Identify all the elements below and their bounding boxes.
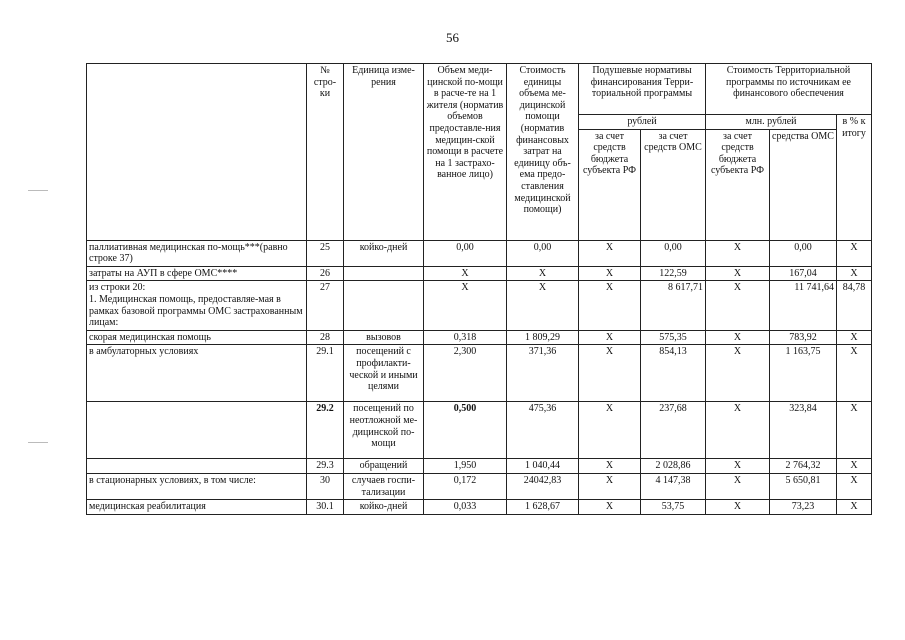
row-total-budget: X [706,240,770,266]
row-pct: X [837,240,872,266]
row-cost: X [507,266,579,281]
row-per-capita-budget: X [579,473,641,499]
row-total-budget: X [706,500,770,515]
row-total-budget: X [706,345,770,402]
row-unit: койко-дней [344,500,424,515]
row-label [87,402,307,459]
table-row [87,500,872,515]
row-per-capita-oms: 53,75 [641,500,706,515]
table-row [87,266,872,281]
header-rubles: рублей [579,115,706,130]
row-unit: койко-дней [344,240,424,266]
row-label: затраты на АУП в сфере ОМС**** [87,266,307,281]
row-label: в амбулаторных условиях [87,345,307,402]
row-label [87,459,307,474]
row-total-budget: X [706,459,770,474]
row-total-budget: X [706,402,770,459]
row-unit [344,266,424,281]
row-number: 29.3 [307,459,344,474]
row-per-capita-budget: X [579,266,641,281]
table-row [87,345,872,402]
row-total-budget: X [706,281,770,330]
row-pct: 84,78 [837,281,872,330]
budget-table [86,63,872,515]
header-unit: Единица изме-рения [344,64,424,241]
row-pct: X [837,345,872,402]
row-unit: посещений с профилакти-ческой и иными целями [344,345,424,402]
row-total-oms: 5 650,81 [770,473,837,499]
row-unit: посещений по неотложной ме-дицинской по-мощи [344,402,424,459]
row-total-oms: 1 163,75 [770,345,837,402]
margin-mark [28,442,48,443]
row-pct: X [837,330,872,345]
row-cost: 475,36 [507,402,579,459]
row-volume: 1,950 [424,459,507,474]
row-number: 26 [307,266,344,281]
header-row-no: № стро-ки [307,64,344,241]
row-total-oms: 73,23 [770,500,837,515]
row-pct: X [837,473,872,499]
margin-mark [28,190,48,191]
row-label: в стационарных условиях, в том числе: [87,473,307,499]
row-total-oms: 2 764,32 [770,459,837,474]
row-total-budget: X [706,473,770,499]
table-row [87,402,872,459]
table-row [87,459,872,474]
header-oms: за счет средств ОМС [641,129,706,240]
row-total-oms: 323,84 [770,402,837,459]
row-total-oms: 167,04 [770,266,837,281]
row-volume: 0,318 [424,330,507,345]
header-budget: за счет средств бюджета субъекта РФ [579,129,641,240]
row-per-capita-oms: 4 147,38 [641,473,706,499]
table-row [87,240,872,266]
row-number: 25 [307,240,344,266]
row-pct: X [837,500,872,515]
header-volume: Объем меди-цинской по-мощи в расче-те на 1 жителя (норматив объемов предоставле-ния медицин-ской помощи в расчете на 1 застрахо-ванное лицо) [424,64,507,241]
row-volume: 0,172 [424,473,507,499]
header-label-cell [87,64,307,241]
row-total-oms: 0,00 [770,240,837,266]
row-per-capita-oms: 0,00 [641,240,706,266]
row-volume: X [424,266,507,281]
row-per-capita-budget: X [579,459,641,474]
table-row [87,330,872,345]
row-number: 30.1 [307,500,344,515]
row-cost: 1 040,44 [507,459,579,474]
row-per-capita-oms: 122,59 [641,266,706,281]
header-pct-total: в % к итогу [837,115,872,241]
row-pct: X [837,402,872,459]
header-budget-total: за счет средств бюджета субъекта РФ [706,129,770,240]
row-cost: 24042,83 [507,473,579,499]
row-per-capita-oms: 237,68 [641,402,706,459]
row-label: скорая медицинская помощь [87,330,307,345]
row-cost: 1 628,67 [507,500,579,515]
table-row [87,473,872,499]
row-volume: 0,00 [424,240,507,266]
row-unit [344,281,424,330]
row-per-capita-oms: 8 617,71 [641,281,706,330]
row-number: 30 [307,473,344,499]
row-per-capita-oms: 854,13 [641,345,706,402]
row-per-capita-budget: X [579,345,641,402]
row-cost: 1 809,29 [507,330,579,345]
row-per-capita-oms: 2 028,86 [641,459,706,474]
budget-table-container [86,63,872,515]
row-number: 29.1 [307,345,344,402]
row-cost: 371,36 [507,345,579,402]
row-volume: 2,300 [424,345,507,402]
row-per-capita-budget: X [579,402,641,459]
row-per-capita-budget: X [579,240,641,266]
row-pct: X [837,266,872,281]
row-cost: X [507,281,579,330]
row-label: паллиативная медицинская по-мощь***(равно строке 37) [87,240,307,266]
row-cost: 0,00 [507,240,579,266]
header-row-1 [87,64,872,115]
header-cost: Стоимость единицы объема ме-дицинской помощи (норматив финансовых затрат на единицу объ-ема предо-ставления медицинской помощи) [507,64,579,241]
page-number: 56 [446,30,459,45]
row-unit: случаев госпи-тализации [344,473,424,499]
header-mln-rubles: млн. рублей [706,115,837,130]
row-number: 27 [307,281,344,330]
row-label: медицинская реабилитация [87,500,307,515]
table-row [87,281,872,330]
row-per-capita-oms: 575,35 [641,330,706,345]
row-total-budget: X [706,266,770,281]
row-unit: вызовов [344,330,424,345]
header-oms-total: средства ОМС [770,129,837,240]
row-per-capita-budget: X [579,500,641,515]
row-volume: 0,033 [424,500,507,515]
row-pct: X [837,459,872,474]
row-per-capita-budget: X [579,281,641,330]
row-number: 29.2 [307,402,344,459]
row-label: из строки 20: 1. Медицинская помощь, предоставляе-мая в рамках базовой программы ОМС застрахованным лицам: [87,281,307,330]
row-number: 28 [307,330,344,345]
row-total-budget: X [706,330,770,345]
row-total-oms: 783,92 [770,330,837,345]
row-unit: обращений [344,459,424,474]
row-per-capita-budget: X [579,330,641,345]
header-total-cost: Стоимость Территориальной программы по источникам ее финансового обеспечения [706,64,872,115]
row-volume: 0,500 [424,402,507,459]
row-volume: X [424,281,507,330]
row-total-oms: 11 741,64 [770,281,837,330]
header-per-capita: Подушевые нормативы финансирования Терри-ториальной программы [579,64,706,115]
